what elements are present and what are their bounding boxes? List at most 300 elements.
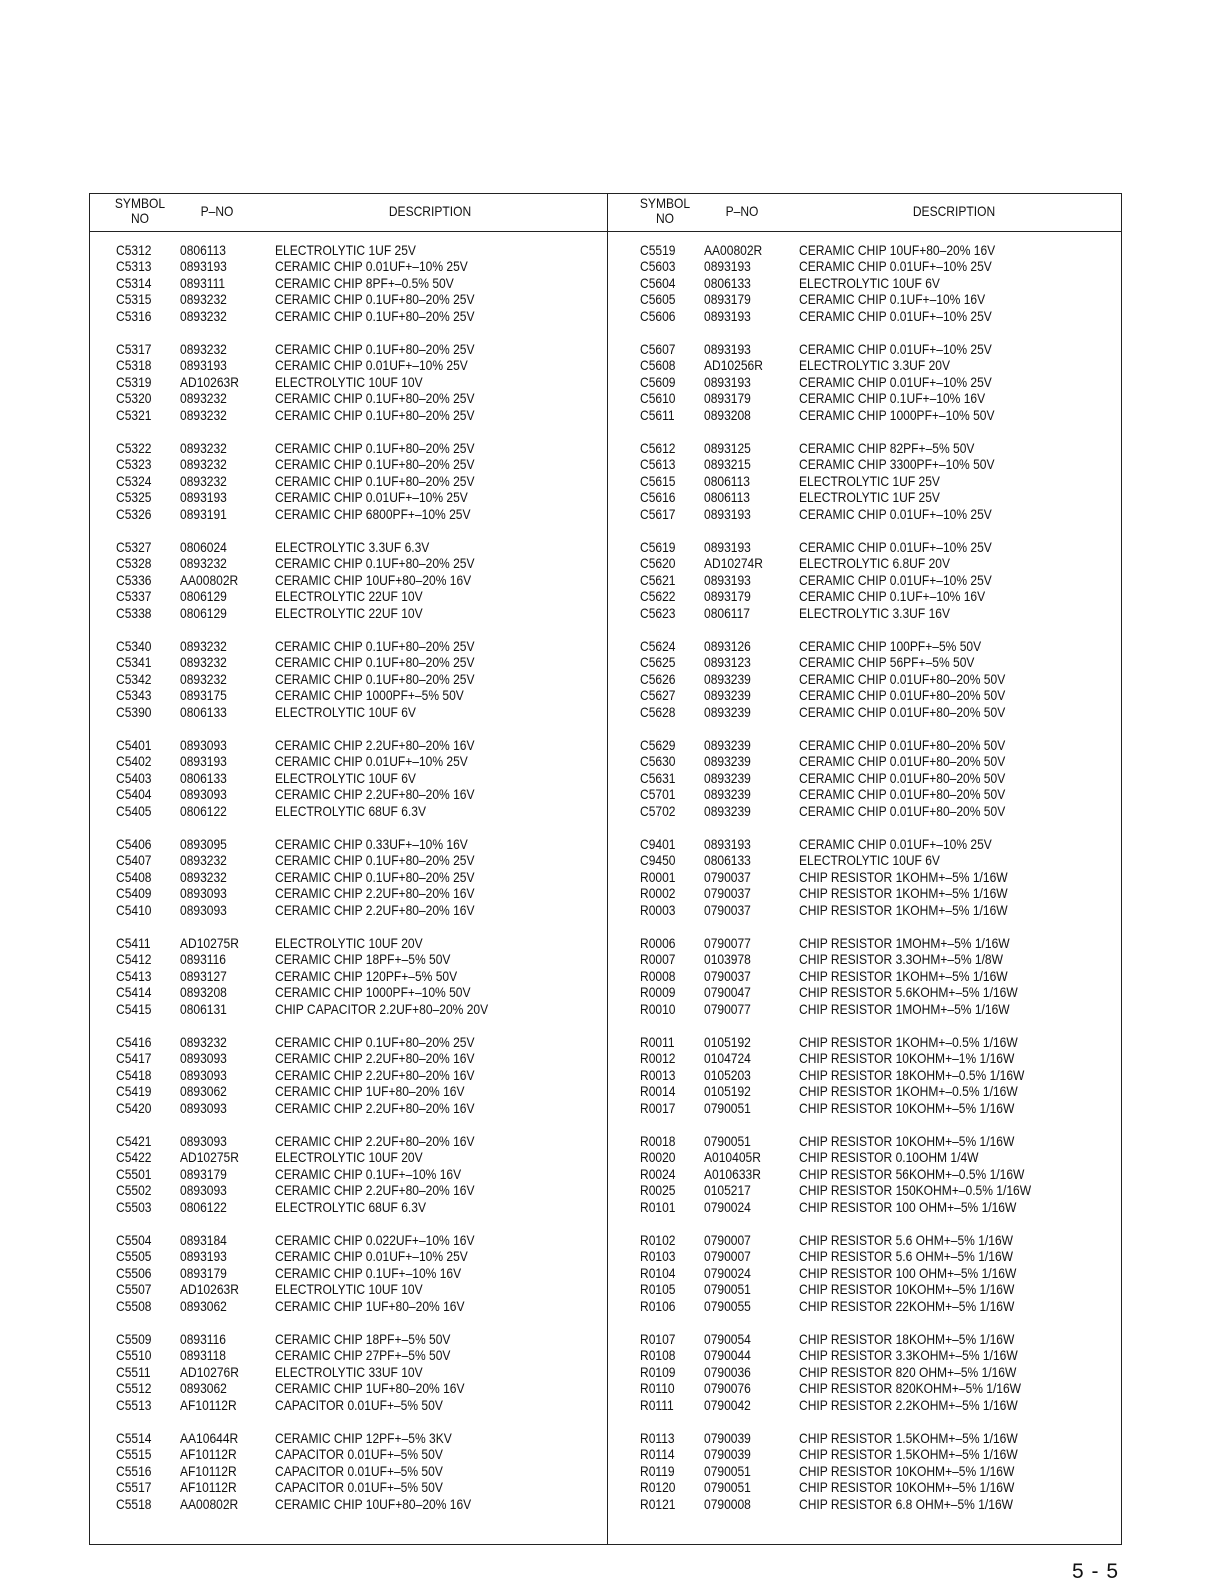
cell-description: CERAMIC CHIP 0.01UF+–10% 25V: [799, 571, 992, 588]
cell-symbol-no: C9450: [640, 852, 676, 869]
cell-p-no: 0790037: [704, 885, 751, 902]
table-row: [640, 951, 1118, 967]
cell-p-no: 0806129: [180, 604, 227, 621]
cell-p-no: A010405R: [704, 1149, 761, 1166]
cell-symbol-no: C5409: [116, 885, 152, 902]
cell-symbol-no: R0101: [640, 1198, 676, 1215]
cell-symbol-no: C5337: [116, 588, 152, 605]
table-row: [640, 341, 1118, 357]
cell-p-no: 0893193: [180, 357, 227, 374]
table-row: [116, 357, 596, 373]
cell-symbol-no: C5406: [116, 836, 152, 852]
cell-description: CERAMIC CHIP 0.01UF+–10% 25V: [799, 341, 992, 357]
table-row: [640, 654, 1118, 670]
cell-symbol-no: C5517: [116, 1479, 152, 1496]
cell-description: CHIP RESISTOR 1MOHM+–5% 1/16W: [799, 1000, 1010, 1017]
cell-description: CERAMIC CHIP 0.01UF+80–20% 50V: [799, 670, 1006, 687]
cell-p-no: 0893193: [704, 505, 751, 522]
table-row: [116, 440, 596, 456]
cell-p-no: 0893232: [180, 555, 227, 572]
cell-description: CERAMIC CHIP 1UF+80–20% 16V: [275, 1380, 465, 1397]
cell-symbol-no: R0102: [640, 1232, 676, 1248]
table-row: [116, 1001, 596, 1017]
cell-description: CERAMIC CHIP 1UF+80–20% 16V: [275, 1297, 465, 1314]
cell-p-no: 0893179: [704, 291, 751, 308]
cell-symbol-no: C5390: [116, 703, 152, 720]
cell-symbol-no: C5623: [640, 604, 676, 621]
cell-description: CERAMIC CHIP 0.01UF+–10% 25V: [275, 489, 468, 506]
cell-description: CHIP RESISTOR 1KOHM+–0.5% 1/16W: [799, 1083, 1018, 1100]
table-row: [640, 275, 1118, 291]
cell-description: ELECTROLYTIC 1UF 25V: [799, 489, 940, 506]
cell-description: CERAMIC CHIP 1000PF+–10% 50V: [799, 406, 995, 423]
cell-symbol-no: R0103: [640, 1248, 676, 1265]
cell-p-no: 0893232: [180, 638, 227, 654]
cell-symbol-no: C5408: [116, 868, 152, 885]
table-row: [116, 588, 596, 604]
cell-symbol-no: C5513: [116, 1396, 152, 1413]
cell-description: CERAMIC CHIP 0.01UF+80–20% 50V: [799, 737, 1006, 753]
table-row: [116, 291, 596, 307]
cell-p-no: 0790077: [704, 935, 751, 951]
parts-group: [640, 1331, 1118, 1430]
cell-symbol-no: R0001: [640, 868, 676, 885]
cell-p-no: 0893193: [704, 341, 751, 357]
parts-group: [116, 1133, 596, 1232]
table-row: [116, 1463, 596, 1479]
cell-symbol-no: C5418: [116, 1066, 152, 1083]
table-row: [640, 968, 1118, 984]
cell-p-no: 0790076: [704, 1380, 751, 1397]
cell-p-no: 0893179: [180, 1264, 227, 1281]
cell-symbol-no: C5504: [116, 1232, 152, 1248]
table-row: [640, 1446, 1118, 1462]
cell-p-no: 0893193: [704, 373, 751, 390]
table-row: [640, 1232, 1118, 1248]
cell-symbol-no: C5514: [116, 1430, 152, 1446]
parts-group: [640, 737, 1118, 836]
cell-symbol-no: R0119: [640, 1462, 675, 1479]
cell-description: CHIP RESISTOR 18KOHM+–5% 1/16W: [799, 1331, 1015, 1347]
cell-symbol-no: C5403: [116, 769, 152, 786]
cell-symbol-no: R0010: [640, 1000, 676, 1017]
cell-description: CHIP RESISTOR 1KOHM+–5% 1/16W: [799, 901, 1008, 918]
cell-description: CERAMIC CHIP 0.1UF+80–20% 25V: [275, 456, 475, 473]
table-row: [116, 341, 596, 357]
cell-p-no: 0893232: [180, 307, 227, 324]
cell-p-no: 0893232: [180, 291, 227, 308]
cell-p-no: 0893208: [704, 406, 751, 423]
cell-p-no: 0806024: [180, 539, 227, 555]
table-row: [640, 687, 1118, 703]
cell-symbol-no: C5313: [116, 258, 152, 275]
table-row: [640, 555, 1118, 571]
table-row: [116, 275, 596, 291]
cell-p-no: 0893093: [180, 737, 227, 753]
cell-description: CHIP RESISTOR 100 OHM+–5% 1/16W: [799, 1198, 1017, 1215]
cell-description: ELECTROLYTIC 68UF 6.3V: [275, 802, 426, 819]
cell-description: CERAMIC CHIP 0.01UF+80–20% 50V: [799, 786, 1006, 803]
cell-symbol-no: C5417: [116, 1050, 152, 1067]
cell-symbol-no: R0107: [640, 1331, 676, 1347]
cell-description: CERAMIC CHIP 18PF+–5% 50V: [275, 951, 451, 968]
cell-description: CHIP CAPACITOR 2.2UF+80–20% 20V: [275, 1000, 489, 1017]
cell-p-no: AF10112R: [180, 1479, 237, 1496]
cell-symbol-no: R0106: [640, 1297, 676, 1314]
cell-p-no: 0105192: [704, 1083, 751, 1100]
cell-symbol-no: C5421: [116, 1133, 152, 1149]
table-row: [116, 605, 596, 621]
parts-group: [116, 341, 596, 440]
table-row: [640, 770, 1118, 786]
cell-description: CERAMIC CHIP 0.01UF+–10% 25V: [799, 373, 992, 390]
cell-description: ELECTROLYTIC 3.3UF 16V: [799, 604, 950, 621]
table-row: [640, 242, 1118, 258]
table-row: [116, 885, 596, 901]
cell-p-no: 0893111: [180, 274, 226, 291]
cell-p-no: 0893239: [704, 753, 751, 770]
cell-description: CHIP RESISTOR 1KOHM+–5% 1/16W: [799, 868, 1008, 885]
table-row: [116, 1050, 596, 1066]
parts-group: [116, 440, 596, 539]
table-row: [116, 1496, 596, 1512]
cell-description: ELECTROLYTIC 10UF 10V: [275, 1281, 423, 1298]
table-row: [116, 572, 596, 588]
cell-p-no: AF10112R: [180, 1462, 237, 1479]
header-symbol-no: SYMBOL NO: [114, 195, 166, 226]
cell-p-no: 0790037: [704, 967, 751, 984]
cell-description: CERAMIC CHIP 0.1UF+80–20% 25V: [275, 291, 475, 308]
table-row: [640, 1298, 1118, 1314]
cell-symbol-no: R0002: [640, 885, 676, 902]
cell-p-no: 0105192: [704, 1034, 751, 1050]
cell-p-no: 0893062: [180, 1380, 227, 1397]
cell-description: CERAMIC CHIP 3300PF+–10% 50V: [799, 456, 995, 473]
cell-p-no: 0893193: [704, 258, 751, 275]
cell-p-no: 0790024: [704, 1198, 751, 1215]
cell-symbol-no: C5414: [116, 984, 152, 1001]
cell-symbol-no: C5507: [116, 1281, 152, 1298]
cell-symbol-no: C5625: [640, 654, 676, 671]
cell-p-no: 0104724: [704, 1050, 751, 1067]
table-row: [640, 753, 1118, 769]
cell-symbol-no: C5502: [116, 1182, 152, 1199]
cell-description: CHIP RESISTOR 56KOHM+–0.5% 1/16W: [799, 1165, 1025, 1182]
cell-symbol-no: C5515: [116, 1446, 152, 1463]
table-row: [116, 836, 596, 852]
table-row: [640, 357, 1118, 373]
table-row: [116, 786, 596, 802]
cell-p-no: AA00802R: [180, 1495, 239, 1512]
cell-description: ELECTROLYTIC 1UF 25V: [799, 472, 940, 489]
parts-group: [640, 638, 1118, 737]
cell-description: CERAMIC CHIP 0.01UF+–10% 25V: [799, 836, 992, 852]
cell-p-no: 0893093: [180, 1133, 227, 1149]
cell-description: ELECTROLYTIC 3.3UF 6.3V: [275, 539, 430, 555]
cell-description: CERAMIC CHIP 0.1UF+80–20% 25V: [275, 670, 475, 687]
cell-p-no: 0893239: [704, 737, 751, 753]
cell-symbol-no: R0025: [640, 1182, 676, 1199]
cell-symbol-no: R0114: [640, 1446, 675, 1463]
cell-p-no: 0893093: [180, 1066, 227, 1083]
cell-symbol-no: R0011: [640, 1034, 675, 1050]
cell-description: CERAMIC CHIP 0.1UF+–10% 16V: [799, 291, 986, 308]
cell-p-no: 0790007: [704, 1232, 751, 1248]
table-row: [116, 1199, 596, 1215]
cell-symbol-no: C5624: [640, 638, 676, 654]
cell-symbol-no: C5407: [116, 852, 152, 869]
table-row: [640, 1067, 1118, 1083]
cell-symbol-no: R0110: [640, 1380, 675, 1397]
cell-symbol-no: C5315: [116, 291, 152, 308]
cell-description: CHIP RESISTOR 22KOHM+–5% 1/16W: [799, 1297, 1015, 1314]
header-description: DESCRIPTION: [388, 203, 472, 219]
cell-symbol-no: R0121: [640, 1495, 676, 1512]
cell-description: CERAMIC CHIP 82PF+–5% 50V: [799, 440, 975, 456]
table-row: [640, 638, 1118, 654]
parts-group: [640, 539, 1118, 638]
cell-p-no: 0806117: [704, 604, 750, 621]
cell-symbol-no: C5603: [640, 258, 676, 275]
cell-description: CERAMIC CHIP 2.2UF+80–20% 16V: [275, 1099, 475, 1116]
table-row: [640, 1347, 1118, 1363]
right-parts-column: [640, 242, 1118, 1529]
parts-group: [640, 1430, 1118, 1529]
cell-description: CHIP RESISTOR 2.2KOHM+–5% 1/16W: [799, 1396, 1018, 1413]
table-row: [116, 1067, 596, 1083]
table-row: [640, 374, 1118, 390]
cell-description: CERAMIC CHIP 0.1UF+80–20% 25V: [275, 638, 475, 654]
cell-p-no: 0893179: [704, 588, 751, 605]
cell-description: ELECTROLYTIC 10UF 20V: [275, 935, 423, 951]
cell-symbol-no: C5402: [116, 753, 152, 770]
cell-description: CERAMIC CHIP 0.01UF+–10% 25V: [275, 357, 468, 374]
cell-description: CHIP RESISTOR 1KOHM+–5% 1/16W: [799, 967, 1008, 984]
cell-p-no: 0893239: [704, 769, 751, 786]
cell-description: CERAMIC CHIP 0.01UF+80–20% 50V: [799, 802, 1006, 819]
header-p-no-right: P–NO: [725, 203, 759, 219]
cell-symbol-no: C5510: [116, 1347, 152, 1364]
table-row: [116, 555, 596, 571]
cell-p-no: 0806129: [180, 588, 227, 605]
cell-p-no: 0790042: [704, 1396, 751, 1413]
table-row: [640, 1364, 1118, 1380]
cell-description: CERAMIC CHIP 10UF+80–20% 16V: [275, 1495, 472, 1512]
cell-description: CERAMIC CHIP 2.2UF+80–20% 16V: [275, 1066, 475, 1083]
cell-p-no: 0893125: [704, 440, 751, 456]
cell-p-no: 0893232: [180, 456, 227, 473]
cell-description: CERAMIC CHIP 0.01UF+80–20% 50V: [799, 753, 1006, 770]
table-row: [640, 935, 1118, 951]
table-row: [116, 935, 596, 951]
cell-symbol-no: R0020: [640, 1149, 676, 1166]
cell-description: CHIP RESISTOR 6.8 OHM+–5% 1/16W: [799, 1495, 1014, 1512]
table-row: [640, 1083, 1118, 1099]
table-row: [116, 654, 596, 670]
table-row: [640, 803, 1118, 819]
cell-description: ELECTROLYTIC 10UF 20V: [275, 1149, 423, 1166]
cell-symbol-no: C5701: [640, 786, 676, 803]
cell-symbol-no: C5605: [640, 291, 676, 308]
cell-description: CERAMIC CHIP 0.33UF+–10% 16V: [275, 836, 468, 852]
cell-description: CERAMIC CHIP 1000PF+–5% 50V: [275, 687, 464, 704]
cell-description: CERAMIC CHIP 2.2UF+80–20% 16V: [275, 786, 475, 803]
cell-description: CHIP RESISTOR 1.5KOHM+–5% 1/16W: [799, 1446, 1018, 1463]
cell-p-no: 0790051: [704, 1462, 751, 1479]
table-row: [640, 440, 1118, 456]
cell-p-no: AD10263R: [180, 1281, 239, 1298]
cell-description: CERAMIC CHIP 0.01UF+80–20% 50V: [799, 769, 1006, 786]
cell-p-no: 0893239: [704, 670, 751, 687]
table-row: [116, 770, 596, 786]
cell-description: CERAMIC CHIP 0.1UF+–10% 16V: [799, 588, 986, 605]
cell-p-no: 0790047: [704, 984, 751, 1001]
cell-symbol-no: C5312: [116, 242, 152, 258]
cell-p-no: 0105203: [704, 1066, 751, 1083]
table-row: [116, 1265, 596, 1281]
table-row: [116, 737, 596, 753]
table-row: [640, 390, 1118, 406]
cell-symbol-no: C5509: [116, 1331, 152, 1347]
cell-p-no: 0806113: [704, 489, 750, 506]
cell-p-no: 0103978: [704, 951, 751, 968]
cell-p-no: 0893215: [704, 456, 751, 473]
cell-p-no: 0893093: [180, 901, 227, 918]
cell-p-no: AF10112R: [180, 1396, 237, 1413]
cell-description: CHIP RESISTOR 1.5KOHM+–5% 1/16W: [799, 1430, 1018, 1446]
table-row: [116, 1397, 596, 1413]
cell-symbol-no: C5501: [116, 1165, 152, 1182]
cell-symbol-no: C5621: [640, 571, 676, 588]
cell-symbol-no: C5617: [640, 505, 676, 522]
cell-p-no: 0893232: [180, 472, 227, 489]
cell-symbol-no: C5327: [116, 539, 152, 555]
cell-symbol-no: C5518: [116, 1495, 152, 1512]
cell-description: CERAMIC CHIP 6800PF+–10% 25V: [275, 505, 471, 522]
cell-p-no: AD10276R: [180, 1363, 239, 1380]
cell-description: CAPACITOR 0.01UF+–5% 50V: [275, 1446, 443, 1463]
cell-p-no: 0893127: [180, 967, 227, 984]
table-row: [640, 489, 1118, 505]
cell-description: CHIP RESISTOR 5.6KOHM+–5% 1/16W: [799, 984, 1018, 1001]
cell-symbol-no: C5702: [640, 802, 676, 819]
table-row: [640, 1050, 1118, 1066]
cell-description: CERAMIC CHIP 12PF+–5% 3KV: [275, 1430, 452, 1446]
cell-description: CERAMIC CHIP 0.01UF+80–20% 50V: [799, 703, 1006, 720]
cell-symbol-no: C5606: [640, 307, 676, 324]
cell-p-no: AA10644R: [180, 1430, 239, 1446]
cell-symbol-no: R0105: [640, 1281, 676, 1298]
cell-description: CERAMIC CHIP 10UF+80–20% 16V: [275, 571, 472, 588]
cell-symbol-no: C5405: [116, 802, 152, 819]
cell-description: ELECTROLYTIC 68UF 6.3V: [275, 1198, 426, 1215]
cell-description: CHIP RESISTOR 1MOHM+–5% 1/16W: [799, 935, 1010, 951]
cell-description: CERAMIC CHIP 18PF+–5% 50V: [275, 1331, 451, 1347]
cell-symbol-no: C5319: [116, 373, 152, 390]
cell-symbol-no: C5627: [640, 687, 676, 704]
cell-p-no: 0893239: [704, 687, 751, 704]
cell-symbol-no: C5505: [116, 1248, 152, 1265]
cell-symbol-no: C5608: [640, 357, 676, 374]
cell-symbol-no: R0104: [640, 1264, 676, 1281]
cell-p-no: 0790051: [704, 1099, 751, 1116]
parts-group: [116, 1232, 596, 1331]
table-row: [640, 1133, 1118, 1149]
cell-p-no: 0893193: [704, 571, 751, 588]
cell-p-no: AD10275R: [180, 935, 239, 951]
cell-p-no: 0790024: [704, 1264, 751, 1281]
cell-symbol-no: C5342: [116, 670, 152, 687]
cell-symbol-no: C5321: [116, 406, 152, 423]
cell-p-no: 0806113: [180, 242, 226, 258]
cell-description: CHIP RESISTOR 5.6 OHM+–5% 1/16W: [799, 1232, 1014, 1248]
cell-description: CERAMIC CHIP 10UF+80–20% 16V: [799, 242, 996, 258]
cell-p-no: 0893193: [704, 307, 751, 324]
cell-p-no: 0105217: [704, 1182, 751, 1199]
cell-description: CERAMIC CHIP 0.01UF+–10% 25V: [799, 307, 992, 324]
cell-p-no: 0893232: [180, 390, 227, 407]
cell-p-no: 0893123: [704, 654, 751, 671]
cell-description: CERAMIC CHIP 0.1UF+–10% 16V: [275, 1165, 462, 1182]
cell-p-no: 0893179: [180, 1165, 227, 1182]
parts-group: [640, 1232, 1118, 1331]
cell-p-no: 0790051: [704, 1133, 751, 1149]
table-row: [116, 1100, 596, 1116]
table-row: [116, 1149, 596, 1165]
cell-symbol-no: C5511: [116, 1363, 151, 1380]
cell-p-no: 0893193: [180, 489, 227, 506]
table-row: [640, 1001, 1118, 1017]
table-row: [640, 506, 1118, 522]
cell-description: CERAMIC CHIP 120PF+–5% 50V: [275, 967, 458, 984]
cell-p-no: 0790054: [704, 1331, 751, 1347]
cell-symbol-no: C5314: [116, 274, 152, 291]
cell-p-no: 0790051: [704, 1281, 751, 1298]
cell-symbol-no: R0108: [640, 1347, 676, 1364]
cell-description: CERAMIC CHIP 8PF+–0.5% 50V: [275, 274, 454, 291]
table-row: [640, 1281, 1118, 1297]
table-row: [116, 1430, 596, 1446]
table-row: [116, 951, 596, 967]
cell-p-no: 0893175: [180, 687, 227, 704]
table-row: [640, 1149, 1118, 1165]
table-row: [116, 374, 596, 390]
cell-p-no: 0790037: [704, 868, 751, 885]
table-row: [640, 1397, 1118, 1413]
parts-group: [640, 836, 1118, 935]
table-row: [116, 704, 596, 720]
cell-symbol-no: C5626: [640, 670, 676, 687]
cell-description: CERAMIC CHIP 100PF+–5% 50V: [799, 638, 982, 654]
table-row: [116, 902, 596, 918]
cell-p-no: 0893239: [704, 786, 751, 803]
table-row: [640, 1463, 1118, 1479]
cell-description: CERAMIC CHIP 0.01UF+–10% 25V: [275, 258, 468, 275]
cell-symbol-no: C5610: [640, 390, 676, 407]
cell-description: ELECTROLYTIC 10UF 6V: [275, 769, 416, 786]
cell-p-no: 0893239: [704, 703, 751, 720]
cell-p-no: 0790055: [704, 1297, 751, 1314]
cell-symbol-no: R0120: [640, 1479, 676, 1496]
cell-description: CHIP RESISTOR 5.6 OHM+–5% 1/16W: [799, 1248, 1014, 1265]
cell-description: CHIP RESISTOR 1KOHM+–0.5% 1/16W: [799, 1034, 1018, 1050]
cell-symbol-no: C5328: [116, 555, 152, 572]
cell-p-no: 0790008: [704, 1495, 751, 1512]
cell-description: CERAMIC CHIP 1UF+80–20% 16V: [275, 1083, 465, 1100]
cell-symbol-no: R0018: [640, 1133, 676, 1149]
cell-description: ELECTROLYTIC 3.3UF 20V: [799, 357, 950, 374]
cell-description: CERAMIC CHIP 0.1UF+80–20% 25V: [275, 555, 475, 572]
